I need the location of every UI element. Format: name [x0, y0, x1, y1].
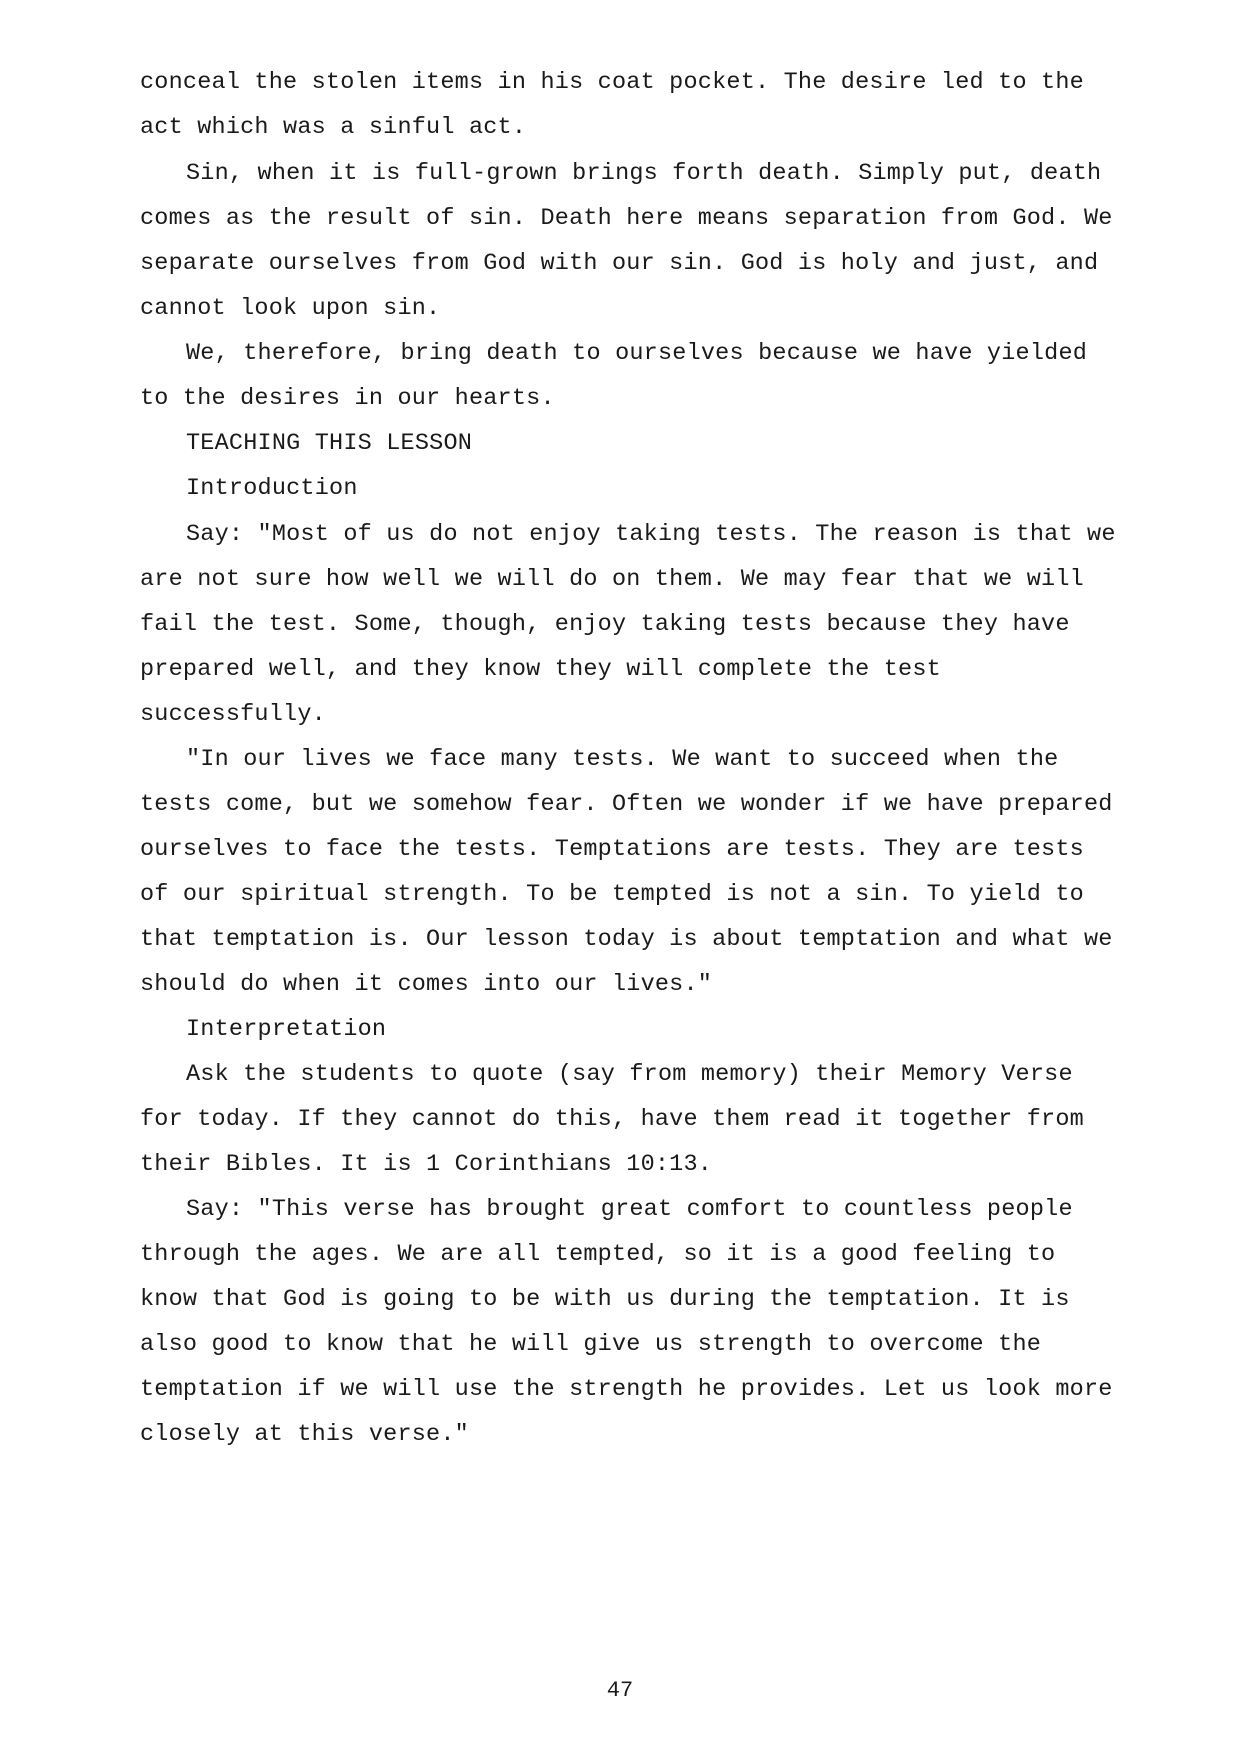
text-line: We, therefore, bring death to ourselves because we have yielded — [186, 340, 1088, 367]
text-line: that temptation is. Our lesson today is about temptation and what we — [140, 926, 1113, 953]
text-line: temptation if we will use the strength he provides. Let us look more — [140, 1376, 1113, 1403]
text-line: Say: "Most of us do not enjoy taking tests. The reason is that we — [186, 521, 1116, 548]
text-line: also good to know that he will give us strength to overcome the — [140, 1331, 1042, 1358]
text-line: ourselves to face the tests. Temptations are tests. They are tests — [140, 836, 1084, 863]
text-line: act which was a sinful act. — [140, 114, 527, 141]
section-heading: TEACHING THIS LESSON — [186, 430, 473, 457]
text-line: Ask the students to quote (say from memory) their Memory Verse — [186, 1061, 1073, 1088]
text-line: Say: "This verse has brought great comfort to countless people — [186, 1196, 1073, 1223]
page-number: 47 — [606, 1678, 634, 1703]
text-line: through the ages. We are all tempted, so it is a good feeling to — [140, 1241, 1056, 1268]
subsection-heading: Introduction — [186, 475, 358, 502]
text-line: comes as the result of sin. Death here means separation from God. We — [140, 205, 1113, 232]
text-line: separate ourselves from God with our sin. God is holy and just, and — [140, 250, 1099, 277]
text-line: cannot look upon sin. — [140, 295, 441, 322]
text-line: their Bibles. It is 1 Corinthians 10:13. — [140, 1151, 713, 1178]
text-line: should do when it comes into our lives." — [140, 971, 713, 998]
text-line: of our spiritual strength. To be tempted is not a sin. To yield to — [140, 881, 1084, 908]
text-line: "In our lives we face many tests. We want to succeed when the — [186, 746, 1059, 773]
text-line: know that God is going to be with us during the temptation. It is — [140, 1286, 1070, 1313]
text-line: tests come, but we somehow fear. Often we wonder if we have prepared — [140, 791, 1113, 818]
text-line: successfully. — [140, 701, 326, 728]
text-line: closely at this verse." — [140, 1421, 469, 1448]
text-line: are not sure how well we will do on them. We may fear that we will — [140, 566, 1084, 593]
text-line: conceal the stolen items in his coat pocket. The desire led to the — [140, 69, 1084, 96]
subsection-heading: Interpretation — [186, 1016, 387, 1043]
text-line: for today. If they cannot do this, have them read it together from — [140, 1106, 1084, 1133]
text-line: fail the test. Some, though, enjoy taking tests because they have — [140, 611, 1070, 638]
text-line: prepared well, and they know they will complete the test — [140, 656, 941, 683]
text-line: to the desires in our hearts. — [140, 385, 555, 412]
text-line: Sin, when it is full-grown brings forth death. Simply put, death — [186, 160, 1102, 187]
